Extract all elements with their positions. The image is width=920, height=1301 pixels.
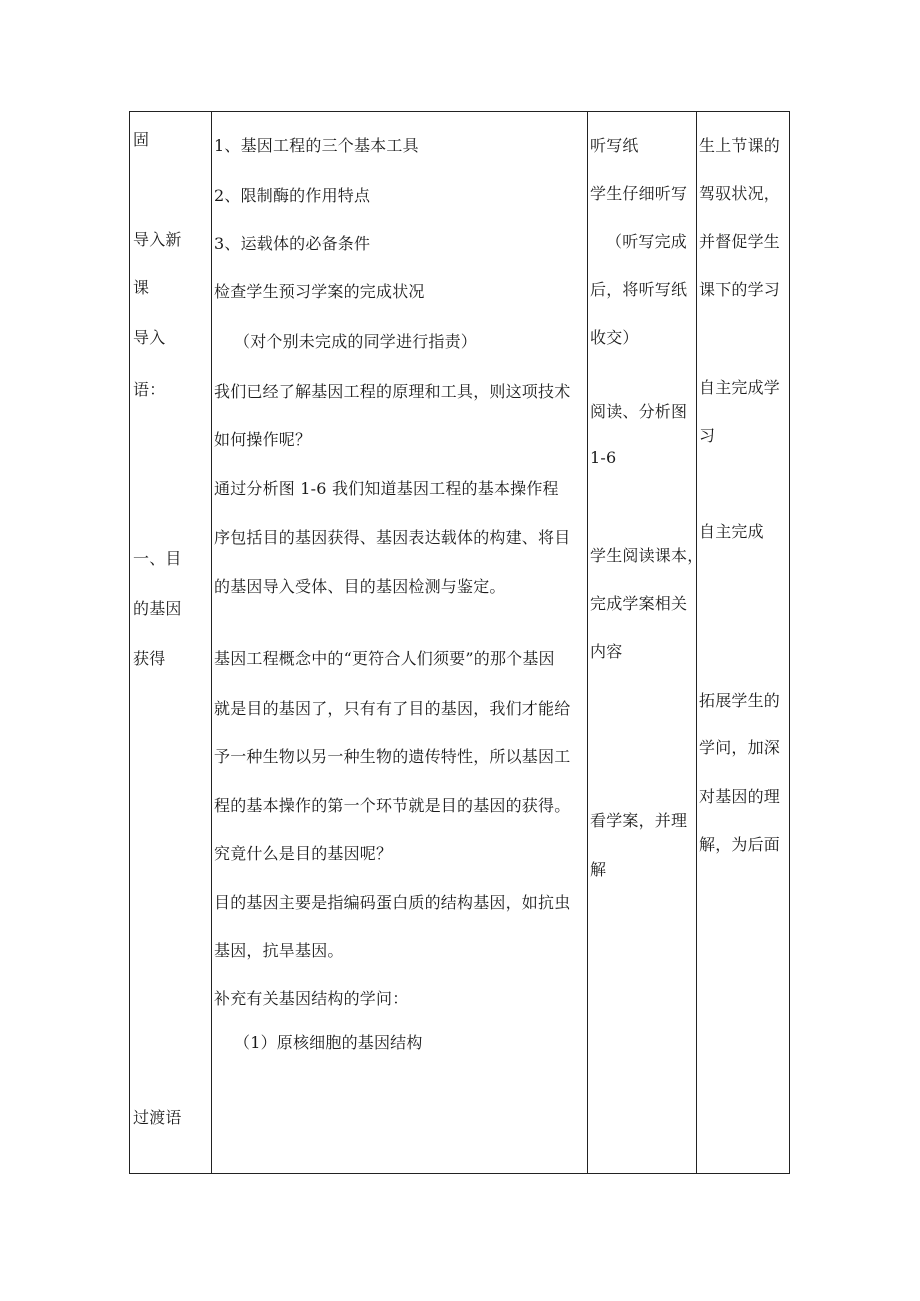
- stage-text: 课: [133, 278, 150, 297]
- activity-text: 学生阅读课本，: [590, 546, 704, 565]
- stage-text: 一、目: [133, 549, 182, 568]
- intent-text: 自主完成: [699, 522, 764, 541]
- intent-text: 学问，加深: [699, 738, 781, 757]
- stage-column: [133, 112, 209, 1173]
- content-line: 检查学生预习学案的完成状况: [214, 282, 425, 301]
- activity-text: 后，将听写纸: [590, 280, 688, 299]
- stage-text: 语：: [133, 380, 166, 399]
- activity-text: 内容: [590, 642, 623, 661]
- activity-text: 阅读、分析图: [590, 402, 688, 421]
- stage-text: 获得: [133, 649, 166, 668]
- content-line: （对个别未完成的同学进行指责）: [234, 332, 478, 351]
- content-line: 基因，抗旱基因。: [214, 941, 344, 960]
- activity-text: 学生仔细听写: [590, 184, 688, 203]
- intent-text: 生上节课的: [699, 136, 781, 155]
- content-line: 的基因导入受体、目的基因检测与鉴定。: [214, 577, 506, 596]
- content-line: 究竟什么是目的基因呢？: [214, 844, 393, 863]
- intent-text: 对基因的理: [699, 787, 781, 806]
- content-line: 目的基因主要是指编码蛋白质的结构基因，如抗虫: [214, 893, 571, 912]
- content-line: 序包括目的基因获得、基因表达载体的构建、将目: [214, 528, 571, 547]
- stage-text: 导入新: [133, 230, 182, 249]
- content-line: 通过分析图 1-6 我们知道基因工程的基本操作程: [214, 479, 559, 498]
- activity-text: 听写纸: [590, 136, 639, 155]
- content-column: [214, 112, 586, 1173]
- activity-text: （听写完成: [606, 232, 688, 251]
- content-line: 予一种生物以另一种生物的遗传特性，所以基因工: [214, 747, 571, 766]
- lesson-plan-table: [129, 111, 790, 1174]
- activity-text: 看学案，并理: [590, 811, 688, 830]
- activity-text: 1-6: [590, 448, 617, 467]
- activity-text: 完成学案相关: [590, 594, 688, 613]
- stage-text: 固: [133, 130, 150, 149]
- intent-text: 解，为后面: [699, 835, 781, 854]
- activity-text: 解: [590, 860, 607, 879]
- content-line: 2、限制酶的作用特点: [214, 186, 371, 205]
- stage-text: 的基因: [133, 599, 182, 618]
- content-line: 如何操作呢？: [214, 430, 312, 449]
- content-line: 程的基本操作的第一个环节就是目的基因的获得。: [214, 796, 571, 815]
- design-intent-column: [699, 112, 789, 1173]
- intent-text: 驾驭状况，: [699, 184, 781, 203]
- content-line: 我们已经了解基因工程的原理和工具，则这项技术: [214, 382, 571, 401]
- intent-text: 自主完成学: [699, 378, 781, 397]
- column-divider: [211, 112, 212, 1173]
- content-line: 1、基因工程的三个基本工具: [214, 136, 419, 155]
- column-divider: [587, 112, 588, 1173]
- content-line: 3、运载体的必备条件: [214, 234, 371, 253]
- intent-text: 习: [699, 426, 716, 445]
- student-activity-column: [590, 112, 704, 1173]
- intent-text: 课下的学习: [699, 280, 781, 299]
- activity-text: 收交）: [590, 328, 639, 347]
- content-line: 基因工程概念中的“更符合人们须要”的那个基因: [214, 649, 555, 668]
- stage-text: 导入: [133, 328, 166, 347]
- column-divider: [696, 112, 697, 1173]
- content-line: （1）原核细胞的基因结构: [234, 1033, 423, 1052]
- intent-text: 拓展学生的: [699, 691, 781, 710]
- stage-text: 过渡语: [133, 1108, 182, 1127]
- content-line: 就是目的基因了，只有有了目的基因，我们才能给: [214, 699, 571, 718]
- intent-text: 并督促学生: [699, 232, 781, 251]
- content-line: 补充有关基因结构的学问：: [214, 989, 409, 1008]
